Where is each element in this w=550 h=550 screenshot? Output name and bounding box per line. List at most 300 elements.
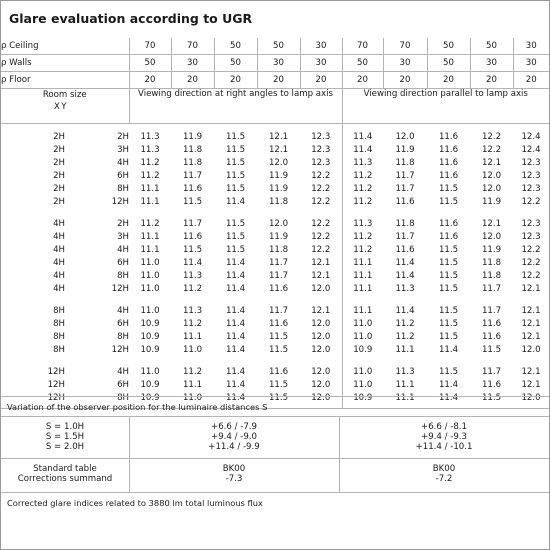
room-x: 8H bbox=[53, 305, 65, 316]
reflectance-value: 70 bbox=[171, 38, 214, 55]
room-x: 12H bbox=[47, 366, 65, 377]
reflectance-value: 50 bbox=[214, 55, 257, 72]
reflectance-value: 30 bbox=[171, 55, 214, 72]
ugr-value: 11.9 bbox=[182, 131, 203, 142]
variation-right-2: +9.4 / -9.0 bbox=[211, 432, 257, 442]
room-y: 6H bbox=[117, 318, 130, 329]
reflectance-value: 70 bbox=[383, 38, 427, 55]
ugr-value: 11.5 bbox=[268, 392, 289, 403]
ugr-value: 11.2 bbox=[342, 169, 383, 182]
reflectance-value: 30 bbox=[257, 55, 300, 72]
ugr-value: 12.3 bbox=[521, 231, 541, 242]
table-row bbox=[1, 343, 549, 356]
ugr-value: 12.3 bbox=[311, 131, 331, 142]
ugr-value: 12.0 bbox=[481, 231, 502, 242]
room-size-label: Room size bbox=[42, 90, 87, 100]
footer-note: Corrected glare indices related to 3880 lm total luminous flux bbox=[7, 498, 263, 508]
ugr-value: 11.1 bbox=[140, 231, 160, 242]
reflectance-value: 70 bbox=[342, 38, 383, 55]
room-x: 4H bbox=[53, 244, 65, 255]
s-label-3: S = 2.0H bbox=[45, 442, 85, 452]
room-x: 4H bbox=[53, 231, 65, 242]
corrections-summand-label: Corrections summand bbox=[17, 474, 113, 484]
ugr-value: 11.1 bbox=[140, 244, 160, 255]
ugr-value: 11.4 bbox=[225, 283, 246, 294]
ugr-value: 12.0 bbox=[311, 379, 331, 390]
ugr-value: 11.2 bbox=[182, 318, 203, 329]
ugr-value: 12.2 bbox=[311, 244, 331, 255]
ugr-value: 11.8 bbox=[182, 144, 203, 155]
variation-parallel-2: +9.4 / -9.3 bbox=[421, 432, 467, 442]
ugr-value: 11.0 bbox=[140, 270, 160, 281]
ugr-value: 12.1 bbox=[481, 218, 502, 229]
room-y: 6H bbox=[117, 379, 130, 390]
ugr-value: 11.5 bbox=[438, 257, 459, 268]
room-y: 4H bbox=[117, 157, 130, 168]
ugr-value: 11.4 bbox=[395, 257, 415, 268]
ugr-value: 11.0 bbox=[140, 366, 160, 377]
table-row bbox=[1, 169, 549, 182]
ugr-value: 11.7 bbox=[268, 270, 289, 281]
table-row bbox=[1, 304, 549, 317]
page-title: Glare evaluation according to UGR bbox=[9, 11, 253, 26]
ugr-value: 12.2 bbox=[521, 244, 541, 255]
ugr-value: 11.4 bbox=[225, 318, 246, 329]
table-row bbox=[1, 256, 549, 269]
reflectance-value: 20 bbox=[427, 72, 470, 89]
ugr-value: 11.6 bbox=[481, 318, 502, 329]
ugr-value: 11.6 bbox=[182, 231, 203, 242]
ugr-value: 12.0 bbox=[311, 344, 331, 355]
table-row bbox=[1, 378, 549, 391]
ugr-value: 12.2 bbox=[311, 218, 331, 229]
room-y: 2H bbox=[117, 131, 130, 142]
s-label-2: S = 1.5H bbox=[45, 432, 85, 442]
room-x: 2H bbox=[53, 144, 65, 155]
room-x: 4H bbox=[53, 257, 65, 268]
ugr-value: 11.4 bbox=[225, 196, 246, 207]
ugr-value: 11.0 bbox=[342, 330, 383, 343]
variation-label: Variation of the observer position for the luminaire distances S bbox=[7, 402, 268, 412]
ugr-value: 12.0 bbox=[481, 170, 502, 181]
standard-table-right: BK00 bbox=[222, 464, 246, 474]
room-x: 12H bbox=[47, 379, 65, 390]
reflectance-value: 50 bbox=[257, 38, 300, 55]
ugr-value: 11.4 bbox=[225, 379, 246, 390]
ugr-value: 12.0 bbox=[311, 366, 331, 377]
ugr-value: 12.1 bbox=[521, 331, 541, 342]
ugr-value: 11.8 bbox=[395, 157, 415, 168]
reflectance-label: ρ Floor bbox=[1, 72, 129, 89]
reflectance-value: 50 bbox=[470, 38, 513, 55]
reflectance-value: 30 bbox=[513, 55, 549, 72]
ugr-value: 11.5 bbox=[438, 183, 459, 194]
ugr-value: 11.0 bbox=[140, 257, 160, 268]
ugr-value: 12.2 bbox=[481, 131, 502, 142]
table-row bbox=[1, 156, 549, 169]
ugr-value: 12.1 bbox=[521, 305, 541, 316]
ugr-table-body bbox=[1, 38, 549, 409]
table-row bbox=[1, 182, 549, 195]
ugr-value: 12.4 bbox=[521, 131, 541, 142]
room-x: 4H bbox=[53, 270, 65, 281]
reflectance-value: 50 bbox=[427, 55, 470, 72]
ugr-value: 11.5 bbox=[225, 218, 246, 229]
room-y: 8H bbox=[117, 270, 130, 281]
reflectance-value: 20 bbox=[171, 72, 214, 89]
ugr-value: 12.2 bbox=[521, 196, 541, 207]
ugr-value: 11.1 bbox=[342, 256, 383, 269]
variation-right-1: +6.6 / -7.9 bbox=[211, 422, 257, 432]
ugr-value: 11.4 bbox=[182, 257, 203, 268]
room-y: 6H bbox=[117, 170, 130, 181]
ugr-value: 12.0 bbox=[311, 318, 331, 329]
table-row bbox=[1, 269, 549, 282]
reflectance-value: 20 bbox=[300, 72, 342, 89]
ugr-value: 12.1 bbox=[521, 318, 541, 329]
ugr-value: 12.2 bbox=[521, 257, 541, 268]
y-label: Y bbox=[61, 102, 67, 112]
ugr-value: 11.4 bbox=[438, 392, 459, 403]
ugr-value: 11.3 bbox=[395, 283, 415, 294]
ugr-value: 12.2 bbox=[481, 144, 502, 155]
variation-parallel-3: +11.4 / -10.1 bbox=[415, 442, 473, 452]
ugr-value: 11.5 bbox=[182, 196, 203, 207]
ugr-value: 12.3 bbox=[311, 157, 331, 168]
ugr-value: 11.6 bbox=[268, 366, 289, 377]
reflectance-value: 20 bbox=[383, 72, 427, 89]
ugr-value: 10.9 bbox=[140, 318, 160, 329]
ugr-value: 12.1 bbox=[268, 131, 289, 142]
ugr-value: 11.7 bbox=[481, 366, 502, 377]
ugr-value: 10.9 bbox=[140, 379, 160, 390]
ugr-value: 11.6 bbox=[438, 144, 459, 155]
room-x: 4H bbox=[53, 283, 65, 294]
room-x: 12H bbox=[47, 392, 65, 403]
ugr-value: 11.4 bbox=[342, 130, 383, 143]
ugr-value: 11.3 bbox=[182, 305, 203, 316]
reflectance-value: 20 bbox=[342, 72, 383, 89]
ugr-value: 11.7 bbox=[481, 305, 502, 316]
room-y: 3H bbox=[117, 144, 130, 155]
ugr-value: 11.0 bbox=[182, 392, 203, 403]
corrections-right: -7.3 bbox=[225, 474, 243, 484]
ugr-value: 11.5 bbox=[438, 196, 459, 207]
room-x: 2H bbox=[53, 196, 65, 207]
ugr-value: 12.1 bbox=[521, 366, 541, 377]
room-x: 2H bbox=[53, 157, 65, 168]
room-y: 6H bbox=[117, 257, 130, 268]
ugr-value: 11.0 bbox=[342, 365, 383, 378]
ugr-value: 11.5 bbox=[268, 379, 289, 390]
ugr-value: 12.3 bbox=[521, 170, 541, 181]
ugr-value: 11.2 bbox=[140, 157, 160, 168]
ugr-value: 11.1 bbox=[395, 344, 415, 355]
ugr-value: 12.0 bbox=[311, 331, 331, 342]
ugr-value: 11.2 bbox=[395, 318, 415, 329]
ugr-value: 12.1 bbox=[311, 305, 331, 316]
reflectance-row bbox=[1, 55, 549, 72]
reflectance-value: 20 bbox=[470, 72, 513, 89]
ugr-value: 11.5 bbox=[438, 305, 459, 316]
spacer-row bbox=[1, 208, 549, 217]
ugr-value: 11.0 bbox=[342, 378, 383, 391]
table-row bbox=[1, 243, 549, 256]
room-y: 8H bbox=[117, 183, 130, 194]
room-y: 8H bbox=[117, 331, 130, 342]
ugr-value: 11.1 bbox=[395, 392, 415, 403]
ugr-value: 12.2 bbox=[311, 196, 331, 207]
table-row bbox=[1, 195, 549, 208]
table-row bbox=[1, 317, 549, 330]
ugr-value: 11.5 bbox=[225, 131, 246, 142]
room-y: 12H bbox=[111, 283, 130, 294]
table-row bbox=[1, 330, 549, 343]
standard-table-label: Standard table bbox=[33, 464, 97, 474]
ugr-value: 11.0 bbox=[342, 317, 383, 330]
ugr-value: 11.3 bbox=[342, 156, 383, 169]
divider-footer bbox=[1, 492, 549, 493]
ugr-value: 11.4 bbox=[225, 344, 246, 355]
ugr-value: 11.2 bbox=[140, 170, 160, 181]
ugr-value: 11.8 bbox=[481, 270, 502, 281]
ugr-value: 12.4 bbox=[521, 144, 541, 155]
ugr-value: 11.7 bbox=[182, 218, 203, 229]
reflectance-value: 70 bbox=[129, 38, 171, 55]
reflectance-value: 50 bbox=[129, 55, 171, 72]
ugr-value: 11.2 bbox=[342, 243, 383, 256]
room-size-header bbox=[1, 89, 129, 124]
room-y: 2H bbox=[117, 218, 130, 229]
room-x: 2H bbox=[53, 183, 65, 194]
ugr-value: 10.9 bbox=[342, 343, 383, 356]
ugr-value: 11.5 bbox=[225, 157, 246, 168]
table-row bbox=[1, 217, 549, 230]
reflectance-label: ρ Ceiling bbox=[1, 38, 129, 55]
reflectance-value: 30 bbox=[300, 55, 342, 72]
parallel-header: Viewing direction parallel to lamp axis bbox=[342, 89, 549, 124]
ugr-value: 11.8 bbox=[268, 196, 289, 207]
ugr-value: 11.1 bbox=[140, 183, 160, 194]
room-y: 8H bbox=[117, 392, 130, 403]
ugr-value: 11.3 bbox=[342, 217, 383, 230]
ugr-value: 11.6 bbox=[481, 331, 502, 342]
ugr-value: 11.5 bbox=[225, 244, 246, 255]
reflectance-value: 20 bbox=[214, 72, 257, 89]
reflectance-value: 30 bbox=[513, 38, 549, 55]
spacer-row bbox=[1, 295, 549, 304]
ugr-value: 11.4 bbox=[438, 344, 459, 355]
ugr-value: 11.4 bbox=[225, 331, 246, 342]
ugr-value: 11.3 bbox=[140, 144, 160, 155]
room-x: 8H bbox=[53, 331, 65, 342]
ugr-value: 11.1 bbox=[342, 304, 383, 317]
ugr-value: 11.9 bbox=[481, 196, 502, 207]
ugr-value: 11.5 bbox=[225, 170, 246, 181]
ugr-value: 11.1 bbox=[182, 331, 203, 342]
ugr-value: 11.4 bbox=[225, 257, 246, 268]
spacer-row bbox=[1, 356, 549, 365]
ugr-value: 11.4 bbox=[395, 305, 415, 316]
ugr-value: 11.5 bbox=[438, 366, 459, 377]
ugr-value: 11.7 bbox=[395, 183, 415, 194]
divider-standard bbox=[1, 458, 549, 459]
ugr-value: 11.8 bbox=[182, 157, 203, 168]
ugr-value: 11.9 bbox=[268, 170, 289, 181]
ugr-value: 11.1 bbox=[182, 379, 203, 390]
room-y: 4H bbox=[117, 244, 130, 255]
ugr-value: 11.1 bbox=[342, 282, 383, 295]
ugr-value: 11.7 bbox=[182, 170, 203, 181]
ugr-value: 12.2 bbox=[311, 231, 331, 242]
divider-variation bbox=[1, 396, 549, 397]
ugr-value: 11.6 bbox=[438, 131, 459, 142]
room-x: 8H bbox=[53, 344, 65, 355]
ugr-value: 11.6 bbox=[438, 157, 459, 168]
table-row bbox=[1, 282, 549, 295]
reflectance-value: 20 bbox=[257, 72, 300, 89]
ugr-value: 11.2 bbox=[140, 218, 160, 229]
ugr-value: 11.2 bbox=[342, 182, 383, 195]
standard-table-parallel: BK00 bbox=[432, 464, 456, 474]
ugr-value: 12.0 bbox=[521, 392, 541, 403]
ugr-value: 11.6 bbox=[438, 218, 459, 229]
ugr-value: 10.9 bbox=[140, 392, 160, 403]
reflectance-value: 50 bbox=[427, 38, 470, 55]
ugr-value: 11.6 bbox=[438, 231, 459, 242]
ugr-value: 11.7 bbox=[268, 257, 289, 268]
ugr-value: 11.3 bbox=[140, 131, 160, 142]
ugr-value: 11.9 bbox=[395, 144, 415, 155]
ugr-value: 11.6 bbox=[268, 318, 289, 329]
ugr-value: 11.6 bbox=[395, 196, 415, 207]
right-angles-header: Viewing direction at right angles to lamp axis bbox=[129, 89, 342, 124]
table-row bbox=[1, 130, 549, 143]
reflectance-label: ρ Walls bbox=[1, 55, 129, 72]
reflectance-row bbox=[1, 72, 549, 89]
ugr-value: 12.1 bbox=[521, 379, 541, 390]
ugr-value: 11.0 bbox=[140, 283, 160, 294]
ugr-value: 11.2 bbox=[342, 195, 383, 208]
ugr-value: 12.0 bbox=[395, 131, 415, 142]
ugr-value: 11.5 bbox=[438, 331, 459, 342]
ugr-value: 12.0 bbox=[268, 157, 289, 168]
ugr-value: 11.0 bbox=[182, 344, 203, 355]
x-label: X bbox=[54, 102, 60, 112]
ugr-value: 11.7 bbox=[268, 305, 289, 316]
ugr-value: 11.6 bbox=[182, 183, 203, 194]
ugr-value: 11.6 bbox=[395, 244, 415, 255]
ugr-value: 12.1 bbox=[311, 270, 331, 281]
ugr-value: 11.4 bbox=[395, 270, 415, 281]
variation-right-3: +11.4 / -9.9 bbox=[208, 442, 260, 452]
ugr-value: 12.0 bbox=[311, 392, 331, 403]
ugr-value: 11.4 bbox=[225, 305, 246, 316]
corrections-parallel: -7.2 bbox=[435, 474, 453, 484]
table-row bbox=[1, 230, 549, 243]
ugr-value: 11.5 bbox=[225, 144, 246, 155]
ugr-value: 11.6 bbox=[268, 283, 289, 294]
ugr-value: 11.5 bbox=[438, 283, 459, 294]
ugr-value: 11.8 bbox=[481, 257, 502, 268]
ugr-value: 11.5 bbox=[268, 331, 289, 342]
ugr-value: 11.5 bbox=[182, 244, 203, 255]
ugr-value: 11.4 bbox=[438, 379, 459, 390]
table-row bbox=[1, 143, 549, 156]
ugr-value: 11.5 bbox=[268, 344, 289, 355]
ugr-value: 11.2 bbox=[182, 366, 203, 377]
ugr-value: 10.9 bbox=[140, 331, 160, 342]
ugr-value: 11.6 bbox=[481, 379, 502, 390]
ugr-value: 10.9 bbox=[140, 344, 160, 355]
ugr-value: 11.7 bbox=[395, 231, 415, 242]
ugr-value: 11.4 bbox=[225, 366, 246, 377]
ugr-value: 12.2 bbox=[521, 270, 541, 281]
room-y: 3H bbox=[117, 231, 130, 242]
ugr-value: 12.1 bbox=[481, 157, 502, 168]
ugr-value: 11.2 bbox=[395, 331, 415, 342]
ugr-value: 11.4 bbox=[225, 392, 246, 403]
ugr-value: 11.5 bbox=[481, 344, 502, 355]
ugr-value: 12.0 bbox=[311, 283, 331, 294]
ugr-value: 12.3 bbox=[521, 157, 541, 168]
reflectance-value: 20 bbox=[513, 72, 549, 89]
room-y: 4H bbox=[117, 366, 130, 377]
room-y: 12H bbox=[111, 196, 130, 207]
room-x: 2H bbox=[53, 170, 65, 181]
ugr-value: 12.1 bbox=[311, 257, 331, 268]
ugr-value: 11.8 bbox=[395, 218, 415, 229]
ugr-value: 11.6 bbox=[438, 170, 459, 181]
room-y: 4H bbox=[117, 305, 130, 316]
ugr-value: 12.1 bbox=[268, 144, 289, 155]
ugr-value: 11.4 bbox=[342, 143, 383, 156]
room-x: 4H bbox=[53, 218, 65, 229]
table-row bbox=[1, 365, 549, 378]
ugr-value: 11.5 bbox=[438, 270, 459, 281]
room-x: 2H bbox=[53, 131, 65, 142]
ugr-value: 11.3 bbox=[395, 366, 415, 377]
ugr-value: 11.7 bbox=[395, 170, 415, 181]
ugr-value: 12.0 bbox=[268, 218, 289, 229]
divider-variation-values bbox=[1, 416, 549, 417]
ugr-value: 12.0 bbox=[521, 344, 541, 355]
ugr-value: 11.3 bbox=[182, 270, 203, 281]
xy-labels bbox=[1, 101, 129, 113]
ugr-value: 12.2 bbox=[311, 170, 331, 181]
ugr-value: 11.1 bbox=[395, 379, 415, 390]
room-y: 12H bbox=[111, 344, 130, 355]
reflectance-value: 30 bbox=[470, 55, 513, 72]
ugr-value: 11.9 bbox=[268, 183, 289, 194]
ugr-table bbox=[1, 38, 549, 409]
ugr-value: 11.8 bbox=[268, 244, 289, 255]
ugr-value: 11.5 bbox=[438, 318, 459, 329]
ugr-value: 11.2 bbox=[182, 283, 203, 294]
reflectance-value: 20 bbox=[129, 72, 171, 89]
s-label-1: S = 1.0H bbox=[45, 422, 85, 432]
ugr-value: 11.1 bbox=[140, 196, 160, 207]
ugr-value: 11.4 bbox=[225, 270, 246, 281]
reflectance-value: 30 bbox=[383, 55, 427, 72]
ugr-value: 11.9 bbox=[268, 231, 289, 242]
ugr-value: 11.5 bbox=[225, 231, 246, 242]
reflectance-value: 30 bbox=[300, 38, 342, 55]
ugr-value: 11.1 bbox=[342, 269, 383, 282]
ugr-value: 11.5 bbox=[438, 244, 459, 255]
ugr-value: 12.0 bbox=[481, 183, 502, 194]
reflectance-row bbox=[1, 38, 549, 55]
